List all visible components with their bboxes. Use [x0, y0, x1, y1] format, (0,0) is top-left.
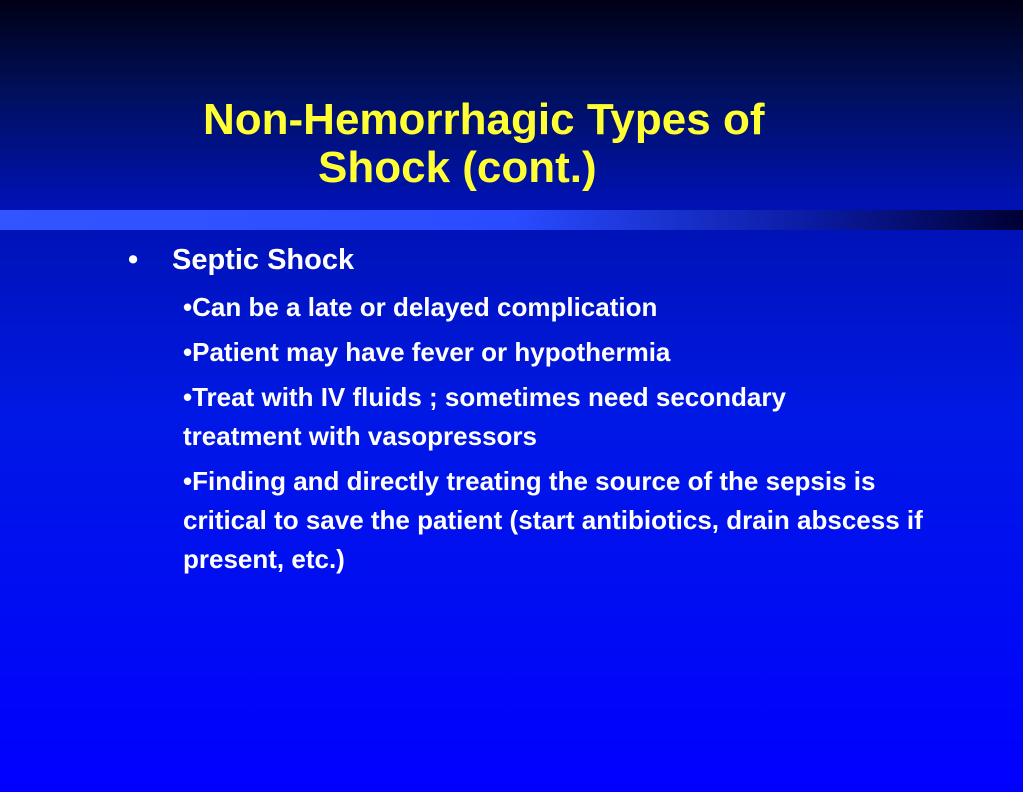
- title-line-2: Shock (cont.): [318, 143, 597, 192]
- sub-bullet: •: [183, 466, 193, 496]
- sub-point-text: Treat with IV fluids ; sometimes need secondary treatment with vasopressors: [183, 382, 786, 451]
- topic-label: Septic Shock: [172, 244, 355, 276]
- sub-bullet: •: [183, 382, 193, 412]
- sub-point: [183, 462, 923, 579]
- sub-point: [183, 288, 923, 327]
- sub-bullet: •: [183, 292, 193, 322]
- sub-point-text: Can be a late or delayed complication: [192, 292, 658, 322]
- sub-point-text: Patient may have fever or hypothermia: [192, 337, 671, 367]
- sub-point: [183, 333, 923, 372]
- topic-bullet: •: [128, 244, 139, 276]
- topic-item: [128, 240, 354, 280]
- sub-point: [183, 378, 793, 456]
- title-line-1: Non-Hemorrhagic Types of: [203, 95, 765, 144]
- sub-bullet: •: [183, 337, 193, 367]
- sub-point-text: Finding and directly treating the source of the sepsis is critical to save the patient (start antibiotics, drain abscess if present, etc.): [183, 466, 923, 574]
- title-divider: [0, 210, 1023, 230]
